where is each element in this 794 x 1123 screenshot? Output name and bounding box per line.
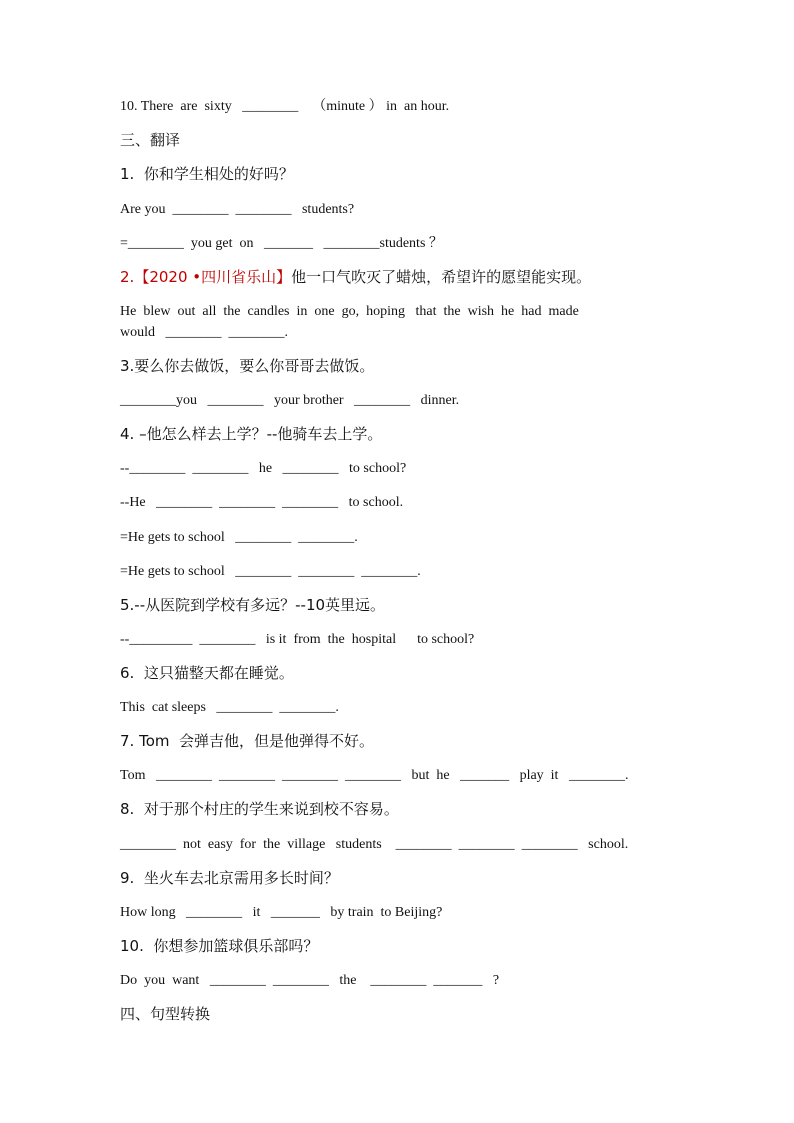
question-2-number: 2. [120, 268, 135, 286]
question-5-chinese: 5.--从医院到学校有多远？--10英里远。 [120, 596, 386, 614]
section-heading-sentence-transform: 四、句型转换 [120, 1005, 211, 1023]
question-2-english-b: would ________ ________. [120, 325, 288, 340]
question-4-english-d: =He gets to school ________ ________ ________. [120, 564, 421, 579]
exercise-10-fill: 10. There are sixty ________ （minute ） in an hour. [120, 99, 450, 114]
question-8-chinese: 8. 对于那个村庄的学生来说到校不容易。 [120, 800, 399, 818]
question-7-english: Tom ________ ________ ________ ________ but he _______ play it ________. [120, 768, 629, 783]
question-1-english-a: Are you ________ ________ students? [120, 202, 355, 217]
question-10-english: Do you want ________ ________ the ________ _______ ? [120, 973, 500, 988]
section-heading-translation: 三、翻译 [120, 131, 181, 149]
question-3-chinese: 3.要么你去做饭，要么你哥哥去做饭。 [120, 357, 375, 375]
question-6-english: This cat sleeps ________ ________. [120, 700, 339, 715]
question-2-english-a: He blew out all the candles in one go, hoping that the wish he had made [120, 304, 579, 319]
question-8-english: ________ not easy for the village students ________ ________ ________ school. [120, 837, 629, 852]
question-10-chinese: 10. 你想参加篮球俱乐部吗？ [120, 937, 319, 955]
question-3-english: ________you ________ your brother ________ dinner. [120, 393, 460, 408]
question-1-english-b: =________ you get on _______ ________students ？ [120, 236, 443, 251]
question-4-english-a: --________ ________ he ________ to school? [120, 461, 407, 476]
question-9-chinese: 9. 坐火车去北京需用多长时间？ [120, 869, 339, 887]
question-4-english-c: =He gets to school ________ ________. [120, 530, 358, 545]
question-4-english-b: --He ________ ________ ________ to school. [120, 495, 404, 510]
question-2-chinese [120, 270, 591, 285]
question-7-chinese: 7. Tom 会弹吉他，但是他弹得不好。 [120, 732, 375, 750]
source-tag: 【2020 •四川省乐山】 [134, 268, 292, 286]
question-6-chinese: 6. 这只猫整天都在睡觉。 [120, 664, 294, 682]
question-2-text: 他一口气吹灭了蜡烛，希望许的愿望能实现。 [291, 268, 592, 286]
question-5-english: --_________ ________ is it from the hospital to school? [120, 632, 475, 647]
question-9-english: How long ________ it _______ by train to Beijing? [120, 905, 443, 920]
question-1-chinese: 1. 你和学生相处的好吗？ [120, 165, 294, 183]
question-4-chinese: 4. –他怎么样去上学？--他骑车去上学。 [120, 425, 383, 443]
